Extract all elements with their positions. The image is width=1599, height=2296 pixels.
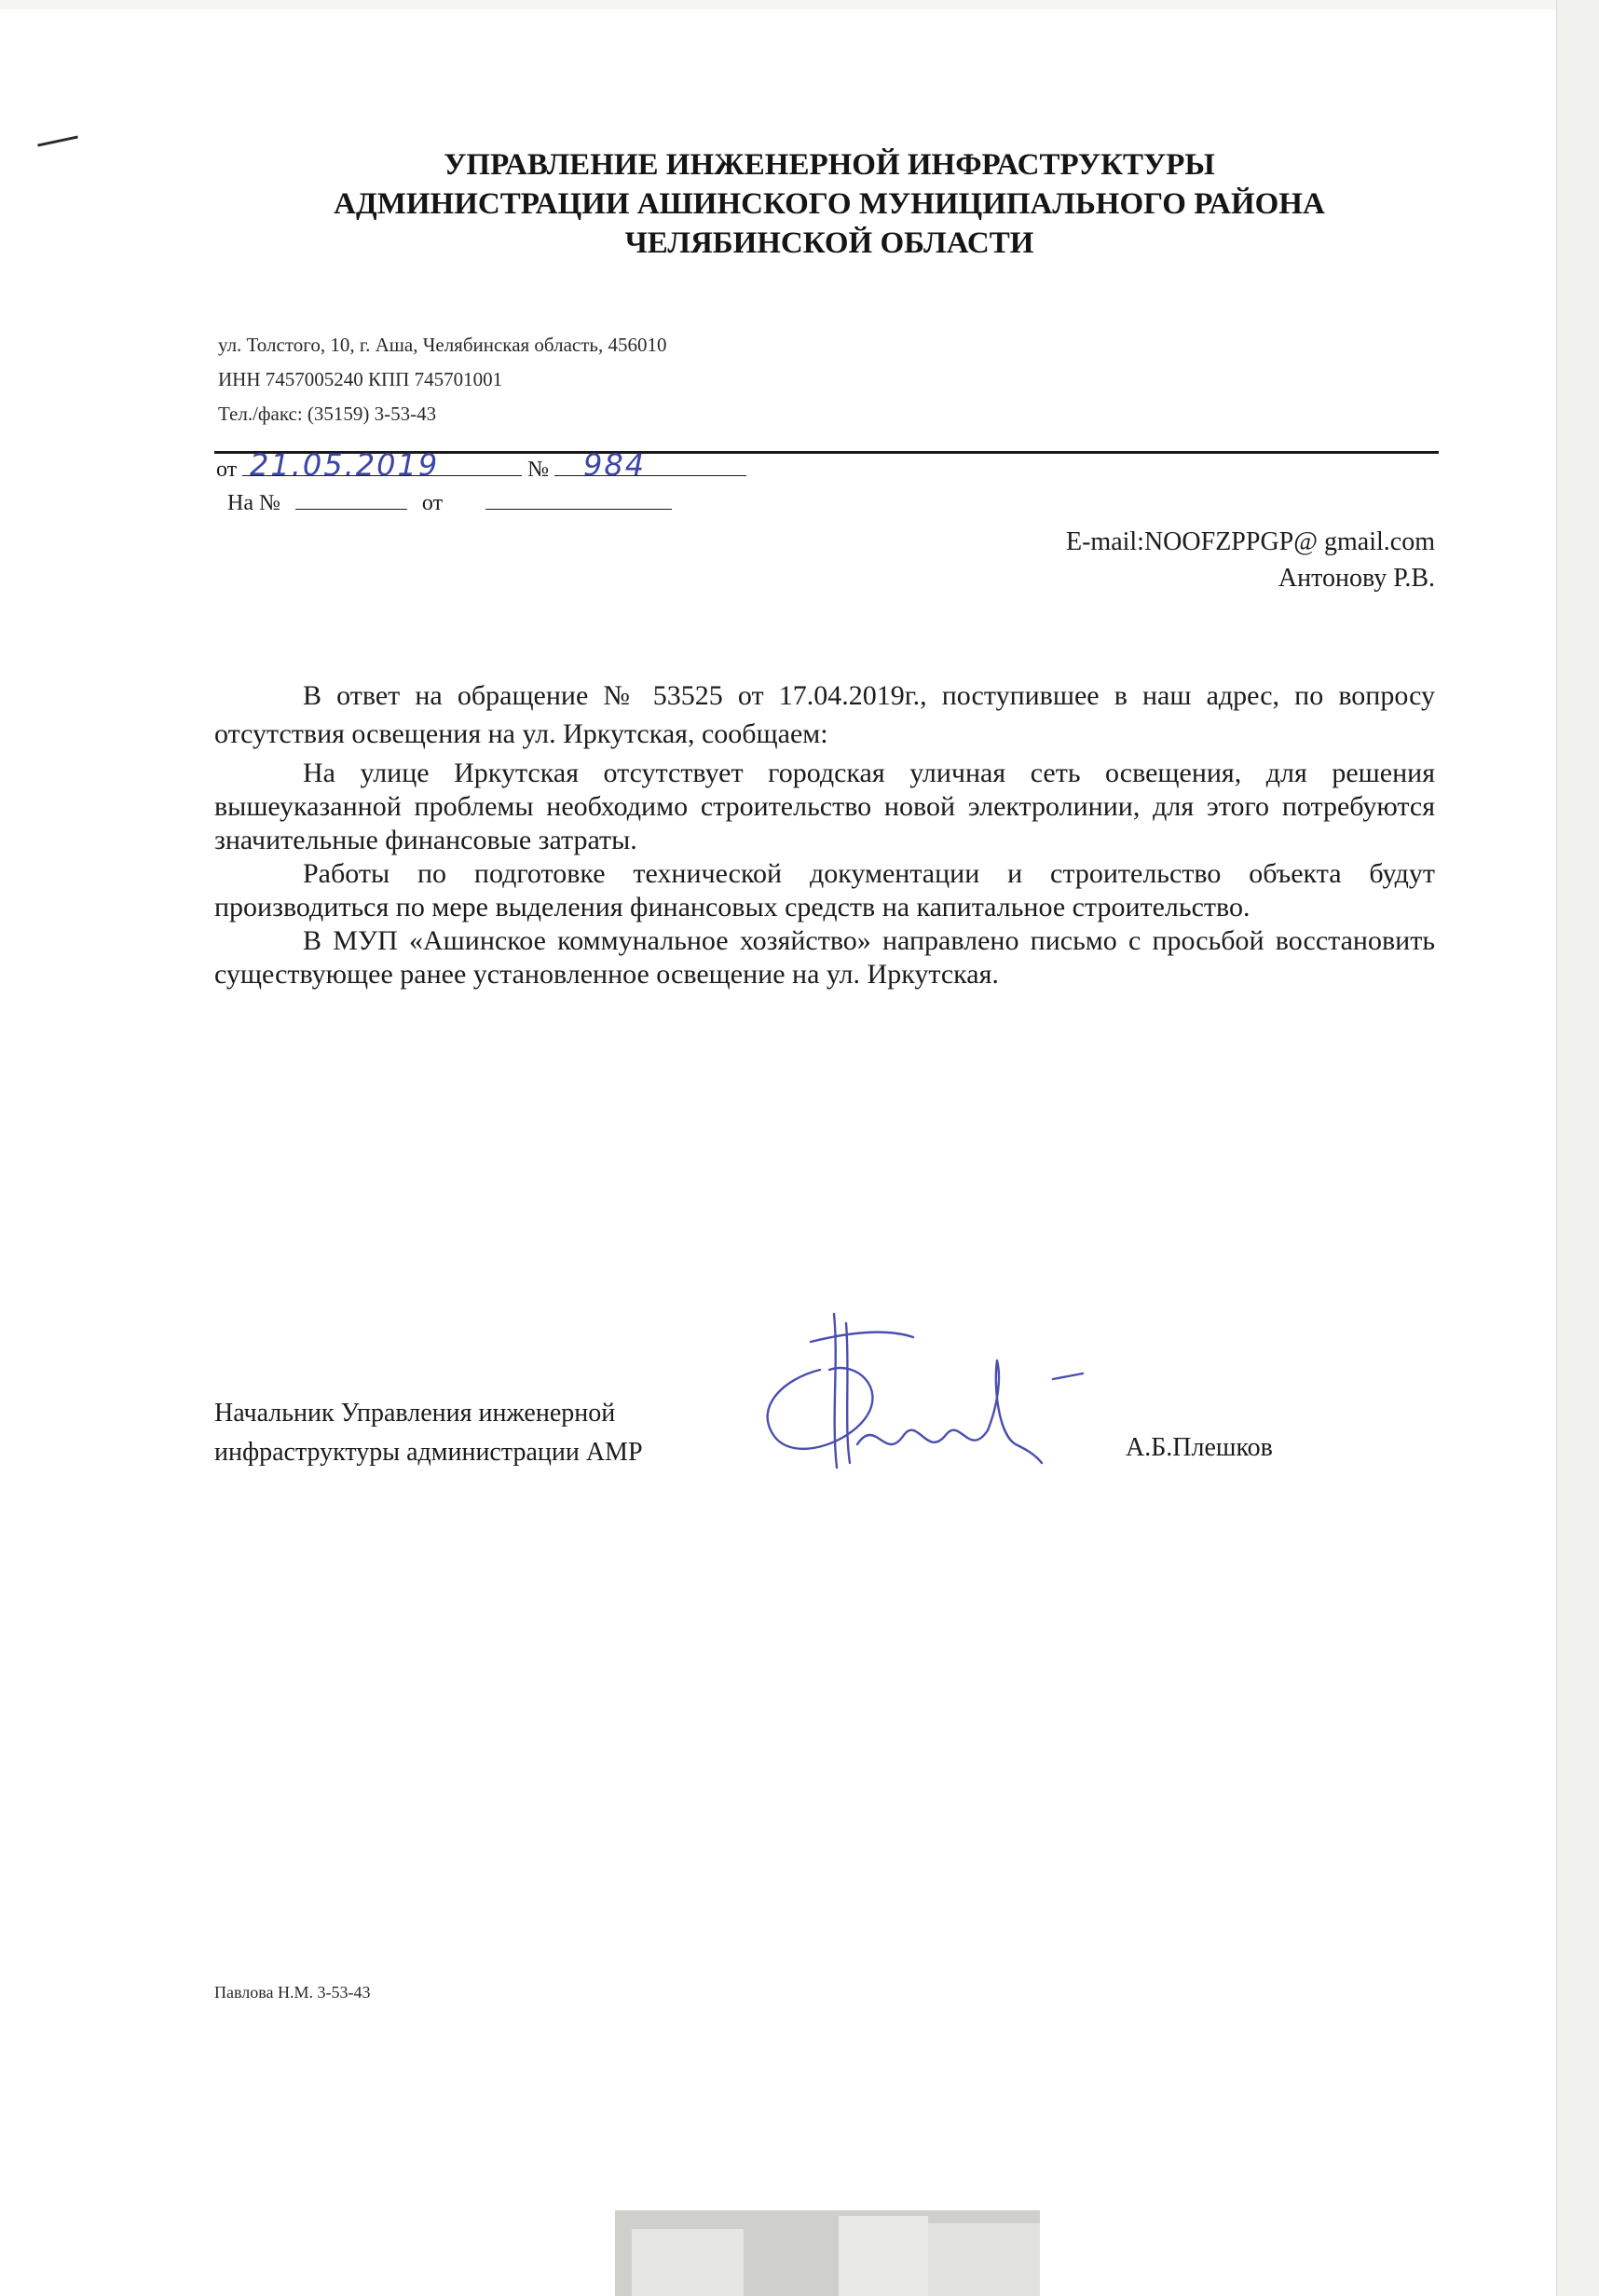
scan-edge-top: [0, 0, 1556, 9]
paragraph-4: В МУП «Ашинское коммунальное хозяйство» направлено письмо с просьбой восстановить существующее ранее установленное освещение на ул. Иркутская.: [214, 925, 1435, 990]
handwritten-signature: [745, 1305, 1118, 1491]
executor-contact: Павлова Н.М. 3-53-43: [214, 1983, 371, 2002]
addressee-block: [839, 524, 1435, 596]
scan-artifact: [839, 2216, 928, 2296]
reply-from-label: от: [421, 491, 444, 515]
position-line-1: Начальник Управления инженерной: [214, 1399, 616, 1428]
header-line-1: УПРАВЛЕНИЕ ИНЖЕНЕРНОЙ ИНФРАСТРУКТУРЫ: [444, 148, 1215, 182]
incoming-registration: [227, 486, 672, 516]
reply-number-underline: [295, 486, 407, 510]
signatory-position: [214, 1394, 643, 1472]
organization-requisites: [218, 328, 666, 431]
reply-label: На №: [227, 491, 280, 515]
reply-date-underline: [485, 486, 672, 510]
paragraph-1: В ответ на обращение № 53525 от 17.04.2019г., поступившее в наш адрес, по вопросу отсутствия освещения на ул. Иркутская, сообщаем:: [214, 680, 1435, 749]
scan-edge-right: [1556, 0, 1599, 2296]
position-line-2: инфраструктуры администрации АМР: [214, 1438, 643, 1467]
handwritten-number: 984: [583, 447, 647, 483]
scan-artifact: [928, 2223, 1040, 2296]
handwritten-date: 21.05.2019: [250, 447, 440, 483]
scan-artifact-strip: [615, 2210, 1040, 2296]
header-line-2: АДМИНИСТРАЦИИ АШИНСКОГО МУНИЦИПАЛЬНОГО РАЙОНА: [334, 187, 1325, 221]
signatory-name: А.Б.Плешков: [1126, 1433, 1273, 1462]
address: ул. Толстого, 10, г. Аша, Челябинская область, 456010: [218, 334, 667, 356]
scan-artifact: [632, 2229, 744, 2296]
header-line-3: ЧЕЛЯБИНСКОЙ ОБЛАСТИ: [624, 226, 1034, 260]
number-label: №: [527, 458, 550, 482]
email: E-mail:NOOFZPPGP@ gmail.com: [1065, 527, 1435, 556]
from-label: от: [216, 458, 238, 482]
phone-fax: Тел./факс: (35159) 3-53-43: [218, 403, 437, 425]
paragraph-2: На улице Иркутская отсутствует городская уличная сеть освещения, для решения вышеуказанной проблемы необходимо строительство новой электролинии, для этого потребуются значительные финансовые затраты.: [214, 758, 1435, 855]
letter-body: [214, 676, 1435, 991]
recipient-name: Антонову Р.В.: [1278, 564, 1435, 593]
organization-header: [214, 145, 1444, 263]
inn-kpp: ИНН 7457005240 КПП 745701001: [218, 368, 503, 390]
stray-mark: [37, 135, 78, 146]
paragraph-3: Работы по подготовке технической документации и строительство объекта будут производиться по мере выделения финансовых средств на капитальное строительство.: [214, 858, 1435, 922]
